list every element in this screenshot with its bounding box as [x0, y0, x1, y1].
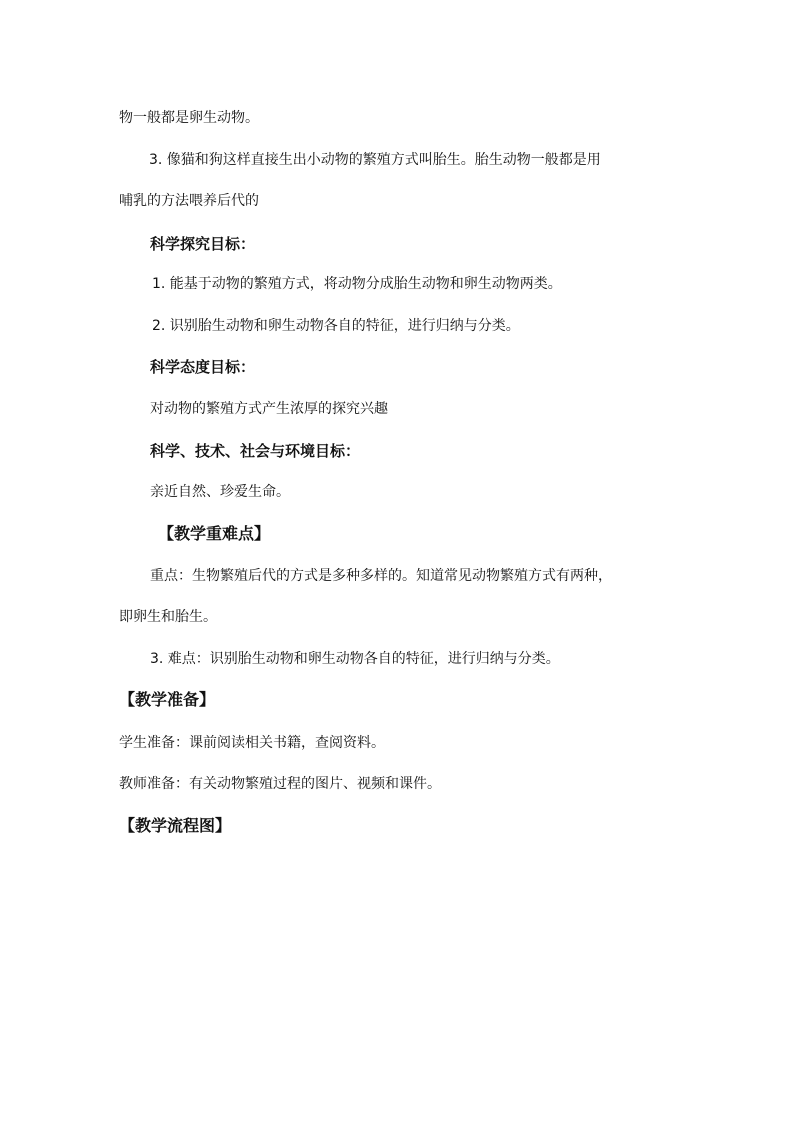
paragraph-line: 物一般都是卵生动物。: [119, 110, 259, 126]
paragraph-line: 对动物的繁殖方式产生浓厚的探究兴趣: [150, 401, 388, 417]
paragraph-line: 哺乳的方法喂养后代的: [119, 193, 259, 209]
list-item: 1. 能基于动物的繁殖方式，将动物分成胎生动物和卵生动物两类。: [152, 276, 562, 292]
paragraph-line: 学生准备：课前阅读相关书籍，查阅资料。: [119, 735, 385, 751]
paragraph-line: 3. 像猫和狗这样直接生出小动物的繁殖方式叫胎生。胎生动物一般都是用: [149, 152, 601, 168]
paragraph-line: 教师准备：有关动物繁殖过程的图片、视频和课件。: [119, 776, 441, 792]
paragraph-line: 重点：生物繁殖后代的方式是多种多样的。知道常见动物繁殖方式有两种，: [150, 568, 612, 584]
paragraph-line: 亲近自然、珍爱生命。: [150, 484, 290, 500]
section-heading: 科学态度目标：: [150, 358, 256, 376]
list-item: 2. 识别胎生动物和卵生动物各自的特征，进行归纳与分类。: [152, 318, 520, 334]
section-heading: 科学、技术、社会与环境目标：: [150, 442, 361, 460]
paragraph-line: 即卵生和胎生。: [119, 609, 217, 625]
chapter-heading: 【教学重难点】: [158, 524, 271, 543]
chapter-heading: 【教学流程图】: [119, 816, 232, 835]
list-item: 3. 难点：识别胎生动物和卵生动物各自的特征，进行归纳与分类。: [150, 651, 560, 667]
chapter-heading: 【教学准备】: [119, 690, 216, 709]
section-heading: 科学探究目标：: [150, 235, 256, 253]
